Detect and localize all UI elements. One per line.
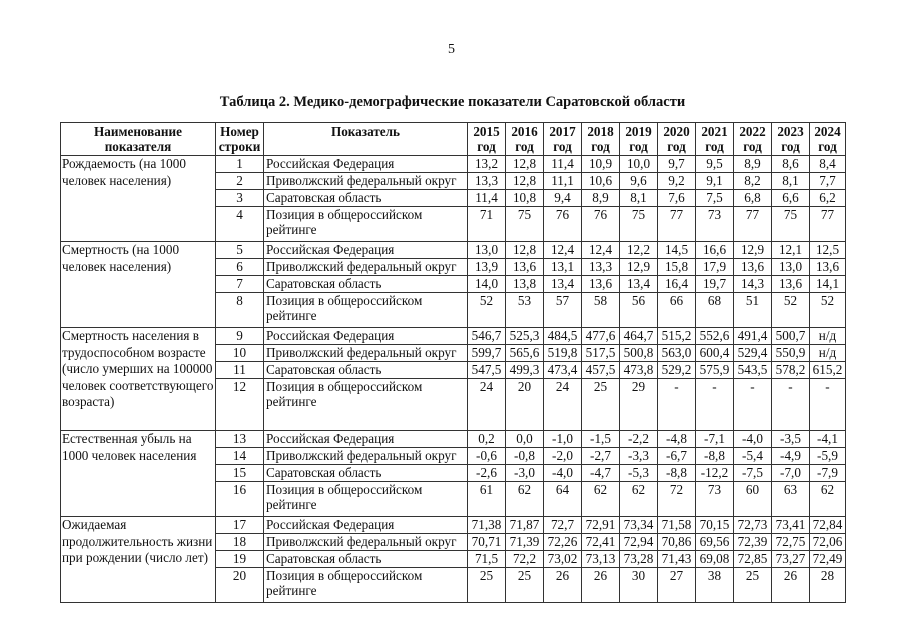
year-label: 2018 <box>587 124 614 139</box>
value-cell: 0,2 <box>468 431 506 448</box>
row-number: 14 <box>216 448 264 465</box>
value-cell: 14,5 <box>658 242 696 259</box>
value-cell: 8,9 <box>582 190 620 207</box>
value-cell: -3,0 <box>506 465 544 482</box>
value-cell: 77 <box>810 207 846 242</box>
header-year <box>506 123 544 156</box>
value-cell: - <box>734 379 772 431</box>
value-cell: 61 <box>468 482 506 517</box>
header-year <box>544 123 582 156</box>
value-cell: 9,5 <box>696 156 734 173</box>
value-cell: 547,5 <box>468 362 506 379</box>
indicator-name: Российская Федерация <box>264 328 468 345</box>
value-cell: -12,2 <box>696 465 734 482</box>
value-cell: 491,4 <box>734 328 772 345</box>
value-cell: - <box>696 379 734 431</box>
row-number: 4 <box>216 207 264 242</box>
indicator-name: Российская Федерация <box>264 242 468 259</box>
value-cell: 9,2 <box>658 173 696 190</box>
value-cell: 517,5 <box>582 345 620 362</box>
group-name: Смертность населения в трудоспособном возрасте (число умерших на 100000 человек соответствующего возраста) <box>61 328 216 431</box>
value-cell: -7,1 <box>696 431 734 448</box>
value-cell: 525,3 <box>506 328 544 345</box>
header-year <box>772 123 810 156</box>
year-label: 2015 <box>473 124 500 139</box>
value-cell: 62 <box>506 482 544 517</box>
row-number: 17 <box>216 517 264 534</box>
indicator-name: Российская Федерация <box>264 156 468 173</box>
value-cell: 52 <box>772 293 810 328</box>
row-number: 2 <box>216 173 264 190</box>
year-label: 2022 <box>739 124 766 139</box>
row-number: 1 <box>216 156 264 173</box>
value-cell: 7,6 <box>658 190 696 207</box>
value-cell: 6,8 <box>734 190 772 207</box>
value-cell: н/д <box>810 345 846 362</box>
value-cell: 17,9 <box>696 259 734 276</box>
row-number: 13 <box>216 431 264 448</box>
value-cell: 9,7 <box>658 156 696 173</box>
value-cell: 8,6 <box>772 156 810 173</box>
value-cell: 13,6 <box>810 259 846 276</box>
value-cell: -0,6 <box>468 448 506 465</box>
value-cell: - <box>772 379 810 431</box>
demographics-table <box>60 122 846 603</box>
value-cell: 58 <box>582 293 620 328</box>
table-row <box>61 517 846 534</box>
value-cell: -2,7 <box>582 448 620 465</box>
value-cell: 519,8 <box>544 345 582 362</box>
value-cell: - <box>810 379 846 431</box>
indicator-name: Приволжский федеральный округ <box>264 173 468 190</box>
indicator-name: Приволжский федеральный округ <box>264 345 468 362</box>
row-number: 16 <box>216 482 264 517</box>
value-cell: 72,84 <box>810 517 846 534</box>
value-cell: 71,5 <box>468 551 506 568</box>
value-cell: -5,9 <box>810 448 846 465</box>
value-cell: 24 <box>468 379 506 431</box>
value-cell: 11,4 <box>468 190 506 207</box>
indicator-name: Приволжский федеральный округ <box>264 259 468 276</box>
value-cell: 575,9 <box>696 362 734 379</box>
table-title: Таблица 2. Медико-демографические показатели Саратовской области <box>219 94 686 110</box>
value-cell: 546,7 <box>468 328 506 345</box>
value-cell: 12,8 <box>506 173 544 190</box>
value-cell: 70,15 <box>696 517 734 534</box>
indicator-name: Позиция в общероссийском рейтинге <box>264 482 468 517</box>
value-cell: 72,49 <box>810 551 846 568</box>
value-cell: -0,8 <box>506 448 544 465</box>
value-cell: 12,4 <box>544 242 582 259</box>
header-indicator: Показатель <box>264 123 468 156</box>
value-cell: 8,1 <box>620 190 658 207</box>
value-cell: 499,3 <box>506 362 544 379</box>
value-cell: 75 <box>772 207 810 242</box>
indicator-name: Саратовская область <box>264 276 468 293</box>
value-cell: 12,9 <box>620 259 658 276</box>
value-cell: 12,5 <box>810 242 846 259</box>
header-year <box>810 123 846 156</box>
year-unit: год <box>477 139 496 154</box>
value-cell: 12,8 <box>506 156 544 173</box>
value-cell: 8,9 <box>734 156 772 173</box>
value-cell: 473,8 <box>620 362 658 379</box>
value-cell: 500,8 <box>620 345 658 362</box>
value-cell: -2,2 <box>620 431 658 448</box>
value-cell: -4,9 <box>772 448 810 465</box>
row-number: 20 <box>216 568 264 603</box>
value-cell: 13,6 <box>506 259 544 276</box>
year-label: 2016 <box>511 124 538 139</box>
indicator-name: Саратовская область <box>264 362 468 379</box>
value-cell: -5,4 <box>734 448 772 465</box>
indicator-name: Позиция в общероссийском рейтинге <box>264 293 468 328</box>
value-cell: 10,0 <box>620 156 658 173</box>
header-year <box>734 123 772 156</box>
value-cell: 14,1 <box>810 276 846 293</box>
value-cell: 599,7 <box>468 345 506 362</box>
value-cell: 13,3 <box>468 173 506 190</box>
value-cell: 10,8 <box>506 190 544 207</box>
value-cell: -4,8 <box>658 431 696 448</box>
value-cell: 52 <box>468 293 506 328</box>
value-cell: 13,6 <box>582 276 620 293</box>
value-cell: 72,75 <box>772 534 810 551</box>
row-number: 7 <box>216 276 264 293</box>
year-unit: год <box>667 139 686 154</box>
group-name: Смертность (на 1000 человек населения) <box>61 242 216 328</box>
value-cell: 0,0 <box>506 431 544 448</box>
value-cell: 12,1 <box>772 242 810 259</box>
value-cell: 75 <box>506 207 544 242</box>
value-cell: 71,43 <box>658 551 696 568</box>
value-cell: 6,2 <box>810 190 846 207</box>
year-label: 2021 <box>701 124 728 139</box>
value-cell: 73,34 <box>620 517 658 534</box>
value-cell: 76 <box>544 207 582 242</box>
value-cell: 16,6 <box>696 242 734 259</box>
value-cell: 473,4 <box>544 362 582 379</box>
value-cell: 9,1 <box>696 173 734 190</box>
value-cell: 13,3 <box>582 259 620 276</box>
value-cell: 70,71 <box>468 534 506 551</box>
value-cell: 12,2 <box>620 242 658 259</box>
value-cell: 76 <box>582 207 620 242</box>
value-cell: 72,41 <box>582 534 620 551</box>
value-cell: 72 <box>658 482 696 517</box>
value-cell: 72,2 <box>506 551 544 568</box>
value-cell: 72,73 <box>734 517 772 534</box>
indicator-name: Позиция в общероссийском рейтинге <box>264 379 468 431</box>
value-cell: 73,28 <box>620 551 658 568</box>
value-cell: 13,4 <box>544 276 582 293</box>
year-label: 2017 <box>549 124 576 139</box>
group-name: Естественная убыль на 1000 человек населения <box>61 431 216 517</box>
value-cell: 53 <box>506 293 544 328</box>
value-cell: -5,3 <box>620 465 658 482</box>
header-row-number: Номер строки <box>216 123 264 156</box>
value-cell: 26 <box>544 568 582 603</box>
value-cell: 6,6 <box>772 190 810 207</box>
row-number: 10 <box>216 345 264 362</box>
value-cell: -4,0 <box>544 465 582 482</box>
value-cell: 615,2 <box>810 362 846 379</box>
indicator-name: Приволжский федеральный округ <box>264 534 468 551</box>
value-cell: 69,08 <box>696 551 734 568</box>
value-cell: 13,9 <box>468 259 506 276</box>
value-cell: 75 <box>620 207 658 242</box>
value-cell: 72,85 <box>734 551 772 568</box>
value-cell: 464,7 <box>620 328 658 345</box>
value-cell: 71,38 <box>468 517 506 534</box>
table-row <box>61 328 846 345</box>
group-name: Ожидаемая продолжительность жизни при рождении (число лет) <box>61 517 216 603</box>
value-cell: 62 <box>620 482 658 517</box>
value-cell: 72,7 <box>544 517 582 534</box>
value-cell: 71,58 <box>658 517 696 534</box>
value-cell: н/д <box>810 328 846 345</box>
value-cell: -1,5 <box>582 431 620 448</box>
table-row <box>61 242 846 259</box>
value-cell: 14,0 <box>468 276 506 293</box>
value-cell: -7,5 <box>734 465 772 482</box>
value-cell: 19,7 <box>696 276 734 293</box>
value-cell: 578,2 <box>772 362 810 379</box>
value-cell: 70,86 <box>658 534 696 551</box>
value-cell: 72,91 <box>582 517 620 534</box>
value-cell: 26 <box>582 568 620 603</box>
value-cell: 73,41 <box>772 517 810 534</box>
value-cell: -4,0 <box>734 431 772 448</box>
year-unit: год <box>591 139 610 154</box>
value-cell: 26 <box>772 568 810 603</box>
value-cell: 457,5 <box>582 362 620 379</box>
table-row <box>61 431 846 448</box>
value-cell: 484,5 <box>544 328 582 345</box>
indicator-name: Саратовская область <box>264 190 468 207</box>
value-cell: 563,0 <box>658 345 696 362</box>
value-cell: -4,7 <box>582 465 620 482</box>
indicator-name: Саратовская область <box>264 551 468 568</box>
value-cell: 7,7 <box>810 173 846 190</box>
value-cell: 12,4 <box>582 242 620 259</box>
value-cell: 550,9 <box>772 345 810 362</box>
value-cell: 477,6 <box>582 328 620 345</box>
value-cell: 77 <box>658 207 696 242</box>
value-cell: 68 <box>696 293 734 328</box>
value-cell: 77 <box>734 207 772 242</box>
value-cell: 10,6 <box>582 173 620 190</box>
value-cell: 72,26 <box>544 534 582 551</box>
value-cell: 62 <box>582 482 620 517</box>
value-cell: 11,1 <box>544 173 582 190</box>
value-cell: 600,4 <box>696 345 734 362</box>
value-cell: -1,0 <box>544 431 582 448</box>
row-number: 5 <box>216 242 264 259</box>
value-cell: 13,6 <box>772 276 810 293</box>
indicator-name: Приволжский федеральный округ <box>264 448 468 465</box>
row-number: 15 <box>216 465 264 482</box>
value-cell: 529,4 <box>734 345 772 362</box>
value-cell: 51 <box>734 293 772 328</box>
year-unit: год <box>705 139 724 154</box>
value-cell: 13,0 <box>468 242 506 259</box>
value-cell: 16,4 <box>658 276 696 293</box>
value-cell: 57 <box>544 293 582 328</box>
value-cell: 552,6 <box>696 328 734 345</box>
row-number: 11 <box>216 362 264 379</box>
value-cell: 13,6 <box>734 259 772 276</box>
value-cell: 9,6 <box>620 173 658 190</box>
value-cell: 71 <box>468 207 506 242</box>
value-cell: -7,0 <box>772 465 810 482</box>
page-number: 5 <box>448 42 455 57</box>
year-unit: год <box>781 139 800 154</box>
value-cell: 69,56 <box>696 534 734 551</box>
value-cell: 15,8 <box>658 259 696 276</box>
value-cell: -8,8 <box>696 448 734 465</box>
header-year <box>658 123 696 156</box>
value-cell: 8,1 <box>772 173 810 190</box>
value-cell: 28 <box>810 568 846 603</box>
year-unit: год <box>743 139 762 154</box>
value-cell: 66 <box>658 293 696 328</box>
header-row <box>61 123 846 156</box>
value-cell: 25 <box>468 568 506 603</box>
value-cell: -3,5 <box>772 431 810 448</box>
value-cell: 27 <box>658 568 696 603</box>
value-cell: -7,9 <box>810 465 846 482</box>
indicator-name: Российская Федерация <box>264 517 468 534</box>
value-cell: 62 <box>810 482 846 517</box>
header-year <box>620 123 658 156</box>
row-number: 19 <box>216 551 264 568</box>
value-cell: - <box>658 379 696 431</box>
row-number: 18 <box>216 534 264 551</box>
value-cell: 71,39 <box>506 534 544 551</box>
value-cell: 71,87 <box>506 517 544 534</box>
row-number: 8 <box>216 293 264 328</box>
year-unit: год <box>818 139 837 154</box>
value-cell: 24 <box>544 379 582 431</box>
header-name: Наименование показателя <box>61 123 216 156</box>
table-row <box>61 156 846 173</box>
value-cell: 12,8 <box>506 242 544 259</box>
value-cell: 73,27 <box>772 551 810 568</box>
value-cell: -2,0 <box>544 448 582 465</box>
header-year <box>468 123 506 156</box>
value-cell: -2,6 <box>468 465 506 482</box>
value-cell: 565,6 <box>506 345 544 362</box>
value-cell: 73 <box>696 482 734 517</box>
value-cell: 13,4 <box>620 276 658 293</box>
value-cell: 20 <box>506 379 544 431</box>
row-number: 6 <box>216 259 264 276</box>
value-cell: 13,2 <box>468 156 506 173</box>
year-unit: год <box>553 139 572 154</box>
value-cell: 10,9 <box>582 156 620 173</box>
value-cell: 60 <box>734 482 772 517</box>
value-cell: -3,3 <box>620 448 658 465</box>
header-year <box>696 123 734 156</box>
year-unit: год <box>629 139 648 154</box>
value-cell: 25 <box>582 379 620 431</box>
value-cell: 8,2 <box>734 173 772 190</box>
indicator-name: Саратовская область <box>264 465 468 482</box>
value-cell: 500,7 <box>772 328 810 345</box>
value-cell: 14,3 <box>734 276 772 293</box>
value-cell: 12,9 <box>734 242 772 259</box>
value-cell: 529,2 <box>658 362 696 379</box>
value-cell: 63 <box>772 482 810 517</box>
value-cell: 73 <box>696 207 734 242</box>
year-unit: год <box>515 139 534 154</box>
value-cell: -4,1 <box>810 431 846 448</box>
value-cell: 73,13 <box>582 551 620 568</box>
value-cell: 56 <box>620 293 658 328</box>
row-number: 3 <box>216 190 264 207</box>
value-cell: 543,5 <box>734 362 772 379</box>
value-cell: 25 <box>734 568 772 603</box>
value-cell: 72,94 <box>620 534 658 551</box>
value-cell: 64 <box>544 482 582 517</box>
value-cell: 11,4 <box>544 156 582 173</box>
value-cell: 52 <box>810 293 846 328</box>
value-cell: 13,8 <box>506 276 544 293</box>
indicator-name: Позиция в общероссийском рейтинге <box>264 207 468 242</box>
value-cell: -6,7 <box>658 448 696 465</box>
value-cell: 73,02 <box>544 551 582 568</box>
value-cell: 9,4 <box>544 190 582 207</box>
value-cell: 72,39 <box>734 534 772 551</box>
year-label: 2020 <box>663 124 690 139</box>
value-cell: 25 <box>506 568 544 603</box>
value-cell: 7,5 <box>696 190 734 207</box>
indicator-name: Российская Федерация <box>264 431 468 448</box>
value-cell: 13,1 <box>544 259 582 276</box>
value-cell: 8,4 <box>810 156 846 173</box>
year-label: 2019 <box>625 124 652 139</box>
group-name: Рождаемость (на 1000 человек населения) <box>61 156 216 242</box>
value-cell: 38 <box>696 568 734 603</box>
value-cell: 29 <box>620 379 658 431</box>
value-cell: -8,8 <box>658 465 696 482</box>
value-cell: 72,06 <box>810 534 846 551</box>
value-cell: 13,0 <box>772 259 810 276</box>
year-label: 2024 <box>814 124 841 139</box>
value-cell: 515,2 <box>658 328 696 345</box>
indicator-name: Позиция в общероссийском рейтинге <box>264 568 468 603</box>
header-year <box>582 123 620 156</box>
row-number: 9 <box>216 328 264 345</box>
row-number: 12 <box>216 379 264 431</box>
value-cell: 30 <box>620 568 658 603</box>
year-label: 2023 <box>777 124 804 139</box>
